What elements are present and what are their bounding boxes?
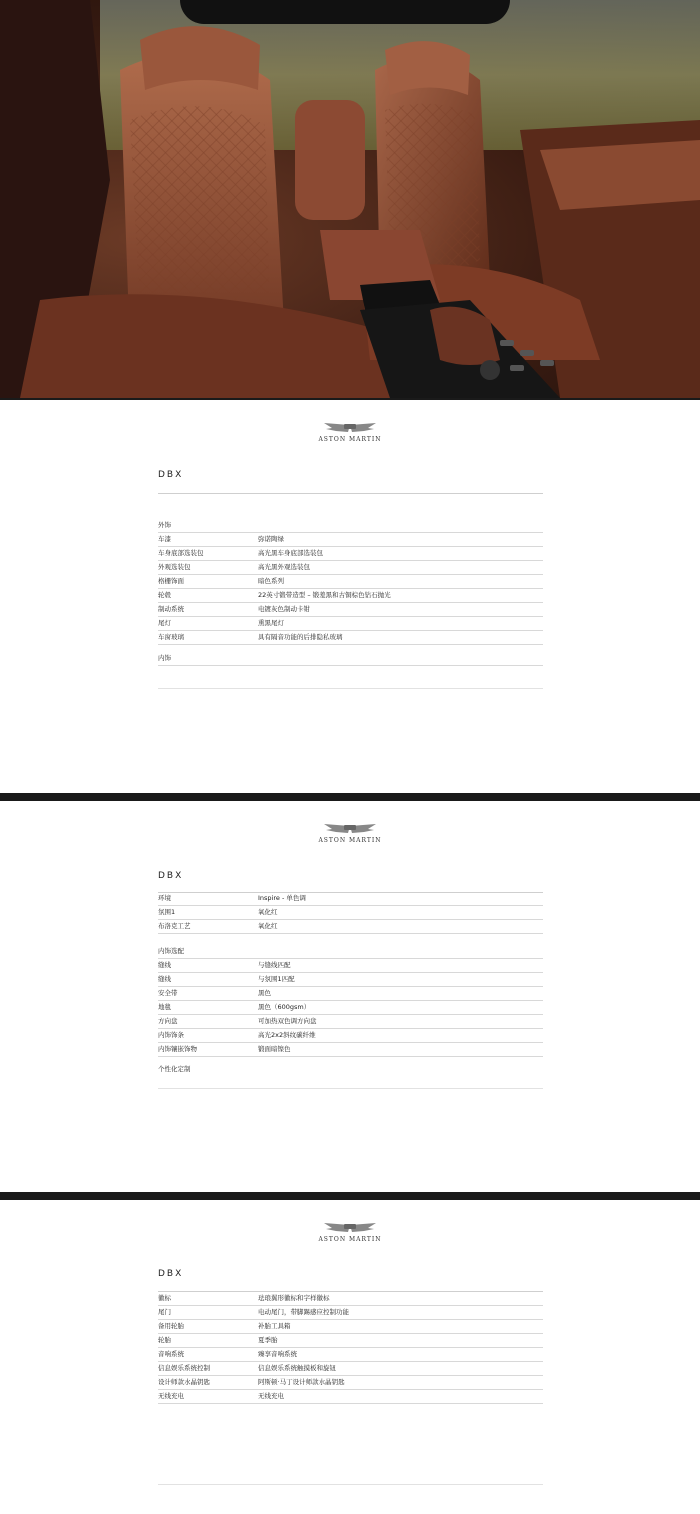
spec-row: 轮毂 22英寸锻带造型 – 锻羞黑和古铜棕色钻石抛光 xyxy=(158,589,543,603)
spec-page-2 xyxy=(0,801,700,1192)
fine-print xyxy=(158,1484,543,1510)
spec-table-interior xyxy=(158,892,543,934)
spec-row: 尾门 电动尾门，带脚踢感应控制功能 xyxy=(158,1306,543,1320)
section-interior-options: 内饰选配 xyxy=(158,945,543,959)
aston-martin-logo xyxy=(0,422,700,443)
spec-row: 方向盘 可加热双色调方向盘 xyxy=(158,1015,543,1029)
model-title: DBX xyxy=(158,1269,184,1279)
hero-interior-image xyxy=(0,0,700,398)
spec-row: 地毯 黑色（600gsm） xyxy=(158,1001,543,1015)
brand-name: ASTON MARTIN xyxy=(318,1236,382,1243)
aston-martin-logo xyxy=(0,823,700,844)
spec-row: 内饰饰条 高光2x2斜纹碳纤维 xyxy=(158,1029,543,1043)
wings-icon xyxy=(322,422,378,434)
page-gap xyxy=(0,1192,700,1200)
spec-table-features xyxy=(158,1292,543,1404)
brand-name: ASTON MARTIN xyxy=(318,436,382,443)
spec-row: 内饰镶嵌饰物 锻面暗镍色 xyxy=(158,1043,543,1057)
section-personalization: 个性化定制 xyxy=(158,1065,191,1073)
aston-martin-logo xyxy=(0,1222,700,1243)
spec-row: 制动系统 电镀灰色制动卡钳 xyxy=(158,603,543,617)
spec-row: 轮胎 夏季胎 xyxy=(158,1334,543,1348)
spec-row: 安全带 黑色 xyxy=(158,987,543,1001)
section-exterior: 外饰 xyxy=(158,519,543,533)
spec-table-interior-options xyxy=(158,959,543,1057)
spec-table-exterior xyxy=(158,533,543,645)
spec-row: 外观选装包 高光黑外观选装包 xyxy=(158,561,543,575)
spec-row: 布洛克工艺 氧化红 xyxy=(158,920,543,934)
wings-icon xyxy=(322,823,378,835)
spec-row: 氛围1 氧化红 xyxy=(158,906,543,920)
spec-row: 环境 Inspire - 单色调 xyxy=(158,892,543,906)
spec-row: 格栅饰面 暗色系列 xyxy=(158,575,543,589)
spec-row: 音响系统 臻享音响系统 xyxy=(158,1348,543,1362)
divider xyxy=(158,493,543,494)
brand-name: ASTON MARTIN xyxy=(318,837,382,844)
spec-page-1 xyxy=(0,400,700,793)
spec-row: 车漆 弥诺陶绿 xyxy=(158,533,543,547)
spec-row: 徽标 珐琅翼形徽标和字样徽标 xyxy=(158,1292,543,1306)
wings-icon xyxy=(322,1222,378,1234)
spec-row: 无线充电 无线充电 xyxy=(158,1390,543,1404)
spec-row: 缝线 与氛围1匹配 xyxy=(158,973,543,987)
spec-row: 缝线 与缝线匹配 xyxy=(158,959,543,973)
spec-page-3 xyxy=(0,1200,700,1514)
interior-illustration xyxy=(0,0,700,398)
fine-print xyxy=(158,1088,543,1128)
spec-row: 车身底部选装包 高光黑车身底部选装包 xyxy=(158,547,543,561)
fine-print xyxy=(158,688,543,728)
spec-row: 尾灯 熏黑尾灯 xyxy=(158,617,543,631)
page-gap xyxy=(0,793,700,801)
model-title: DBX xyxy=(158,470,184,480)
spec-row: 信息娱乐系统控制 信息娱乐系统触摸板和旋钮 xyxy=(158,1362,543,1376)
spec-row: 车窗玻璃 具有隔音功能的后排隐私玻璃 xyxy=(158,631,543,645)
spec-row: 设计师款水晶钥匙 阿斯顿·马丁设计师款水晶钥匙 xyxy=(158,1376,543,1390)
section-interior: 内饰 xyxy=(158,652,543,666)
model-title: DBX xyxy=(158,871,184,881)
spec-row: 备用轮胎 补胎工具箱 xyxy=(158,1320,543,1334)
